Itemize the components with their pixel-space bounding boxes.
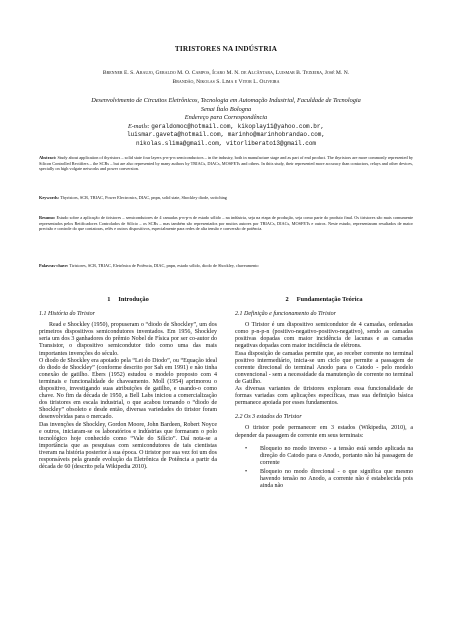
paragraph: Essa disposição de camadas permite que, ao receber corrente no terminal positivo intermediário, inicia-se um ciclo que permite a passagem de corrente direcional do terminal Anodo para o Catodo - pelo modelo convencional - sem a necessidade da manutenção de corrente no terminal de Gatilho. <box>235 350 413 385</box>
resumo-text: Estudo sobre a aplicação de tiristores – semicondutores de 4 camadas p-n-p-n de estado sólido – na indústria, seja na etapa de produção, seja como parte do produto final. Os tiristores são mais comumente representados pelos Retificadores Controlados de Silício – os SCRs – mas também são representados por muitos autores por TRIACs, DIACs, MOSFETs e outros. Neste estudo, representaram resultados de maior precisão e controle do que contatoras, relés e outros dispositivos, especialmente para redes de alta tensão e conversão de potência. <box>39 215 413 232</box>
palavras-label: Palavras-chave: <box>39 263 69 268</box>
emails-label: E-mails: <box>127 122 150 130</box>
email-list: geraldomoc@hotmail.com, kikoplay11@yahoo.com.br, <box>151 122 325 130</box>
paragraph: O diodo de Shockley era apoiado pela “Lei do Diodo”, ou “Equação ideal do diodo de Shockley” (conforme descrito por Sah em 1991) e não tinha conexão de gatilho. Ebers (1952) estudou o modelo proposto com 4 terminais e funcionalidade de chaveamento. Moll (1954) aprimorou o dispositivo, investigando suas atribuições de gatilho, e usando-o como chave. No fim da década de 1950, a Bell Labs iniciou a comercialização dos tiristores em escala industrial, o que acabou tornando o “diodo de Shockley” obsoleto e desde então, diversas variedades do tiristor foram desenvolvidas para o mercado. <box>39 357 217 421</box>
author-list <box>40 69 412 87</box>
affiliation-block <box>20 97 432 149</box>
list-item-text: Bloqueio no modo direcional - o que significa que mesmo havendo tensão no Anodo, a corrente não é estabelecida pois ainda não <box>260 468 413 490</box>
author-line: Brenner E. S. Araujo, Geraldo M. O. Campos, Ícaro M. N. de Alcântara, Luismar B. Teixeira, José M. N. <box>102 70 350 76</box>
resumo-label: Resumo: <box>39 215 56 220</box>
list-item <box>235 469 413 490</box>
subsection-heading: 2.2 Os 3 estados do Tiristor <box>235 414 302 421</box>
paper-title: TIRISTORES NA INDÚSTRIA <box>174 45 278 53</box>
section-heading: 2 Fundamentação Teórica <box>285 296 363 303</box>
email-list: nikolas.slima@gmail.com, vitorliberato13@gmail.com <box>135 139 317 147</box>
subsection-heading: 2.1 Definição e funcionamento do Tiristor <box>235 311 336 318</box>
bullet-icon: • <box>245 445 248 452</box>
paragraph: O Tiristor é um dispositivo semicondutor de 4 camadas, ordenadas como p-n-p-n (positivo-negativo-positivo-negativo), sendo as camadas positivas dopadas com maior incidência de lacunas e as camadas negativas dopadas com maior incidência de elétrons. <box>235 322 413 350</box>
section-heading: 1 Introdução <box>107 296 149 303</box>
left-column <box>39 296 217 471</box>
keywords <box>39 195 413 201</box>
state-list <box>235 446 413 491</box>
affiliation-line: Desenvolvimento de Circuitos Eletrônicos, Tecnologia em Automação Industrial, Faculdade de Tecnologia <box>91 97 361 104</box>
paragraph: Read e Shockley (1950), propuseram o “diodo de Shockley”, um dos primeiros dispositivos semicondutores inventados. Em 1956, Shockley seria um dos 3 ganhadores do prêmio Nobel de Física por ser co-autor do Transistor, o dispositivo semicondutor tido como uma das mais importantes invenções do século. <box>39 322 217 357</box>
affiliation-line: Endereço para Correspondência <box>184 114 268 122</box>
list-item <box>235 446 413 467</box>
bullet-icon: • <box>245 468 248 475</box>
abstract-label: Abstract: <box>39 155 57 160</box>
abstract-text: Study about application of thyristors – solid state four layers p-n-p-n semiconductors – in the industry, both in manufacture stage and as part of end product. The thyristors are more commonly represented by Silicon Controlled Rectifiers – the SCRs – but are also represented by many authors by TRIACs, DIACs, MOSFETs and others. In thits study, their represented more accuracy than contactors, relays and other devices, specially on high volgate networks and power conversion. <box>39 155 413 172</box>
resumo <box>39 215 413 232</box>
author-line: Brandão, Nikolas S. Lima e Vitor L. Oliveira <box>172 79 280 85</box>
email-line <box>20 123 432 132</box>
paragraph: Das invenções de Shockley, Gordon Moore, John Bardeen, Robert Noyce e outros, iniciaram-se os laboratórios e indústrias que formaram o polo tecnológico hoje conhecido como “Vale do Silício”. Daí nota-se a importância que as pesquisas com semicondutores de tais cientistas tiveram na história posterior à sua época. O tiristor por sua vez foi um dos responsáveis pela grande evolução da Eletrônica de Potência a partir da década de 60 (descrito pela Wikipedia 2010). <box>39 421 217 471</box>
paragraph: O tiristor pode permanecer em 3 estados (Wikipedia, 2010), a depender da passagem de corrente em seus terminais: <box>235 425 413 439</box>
keywords-label: Keywords: <box>39 195 60 200</box>
palavras-chave <box>39 263 413 269</box>
subsection-heading: 1.1 História do Tiristor <box>39 311 96 318</box>
paragraph: As diversas variantes de tiristores exploram essa funcionalidade de formas variadas com aplicações específicas, mas sua definição básica permanece apoiada por esses fundamentos. <box>235 386 413 407</box>
affiliation-line: Senai Ítalo Bologna <box>200 105 252 113</box>
list-item-text: Bloqueio no modo inverso - a tensão está sendo aplicada na direção do Catodo para o Anodo, portanto não há passagem de corrente <box>260 445 413 466</box>
email-list: luismar.gaveta@hotmail.com, marinho@marinhobrandao.com, <box>126 131 326 139</box>
abstract <box>39 155 413 172</box>
keywords-text: Thyristors, SCR, TRIAC, Power Electronics, DIAC, pnpn, solid state, Shockley diode, switching <box>60 195 227 200</box>
palavras-text: Tiristores, SCR, TRIAC, Eletrônica de Potência, DIAC, pnpn, estado sólido, diodo de Shockley, chaveamento <box>69 263 259 268</box>
right-column <box>235 296 413 490</box>
